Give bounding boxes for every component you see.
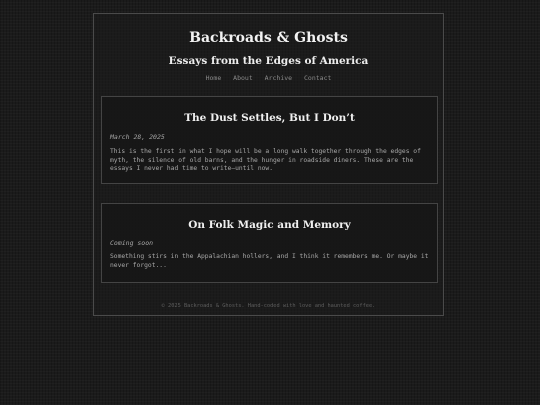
- post-card: [101, 96, 438, 184]
- nav-link-contact[interactable]: Contact: [304, 74, 332, 82]
- post-title[interactable]: The Dust Settles, But I Don’t: [184, 112, 355, 124]
- post-excerpt: This is the first in what I hope will be a long walk together through the edges of myth, the silence of old barns, and the hunger in roadside diners. These are the essays I never had time to write—until now.: [110, 148, 421, 172]
- page-container: [93, 13, 444, 316]
- nav-link-archive[interactable]: Archive: [264, 74, 293, 82]
- nav-link-about[interactable]: About: [233, 74, 253, 82]
- post-card: [101, 203, 438, 283]
- site-footer: © 2025 Backroads & Ghosts. Hand-coded with love and haunted coffee.: [161, 303, 376, 309]
- post-title[interactable]: On Folk Magic and Memory: [188, 219, 351, 231]
- post-excerpt: Something stirs in the Appalachian hollers, and I think it remembers me. Or maybe it never forgot...: [110, 253, 429, 269]
- post-date: Coming soon: [110, 239, 154, 247]
- nav-link-home[interactable]: Home: [205, 74, 222, 82]
- post-date: March 28, 2025: [110, 133, 165, 141]
- site-title: Backroads & Ghosts: [189, 30, 348, 46]
- main-nav: [94, 74, 443, 82]
- site-subtitle: Essays from the Edges of America: [168, 55, 369, 67]
